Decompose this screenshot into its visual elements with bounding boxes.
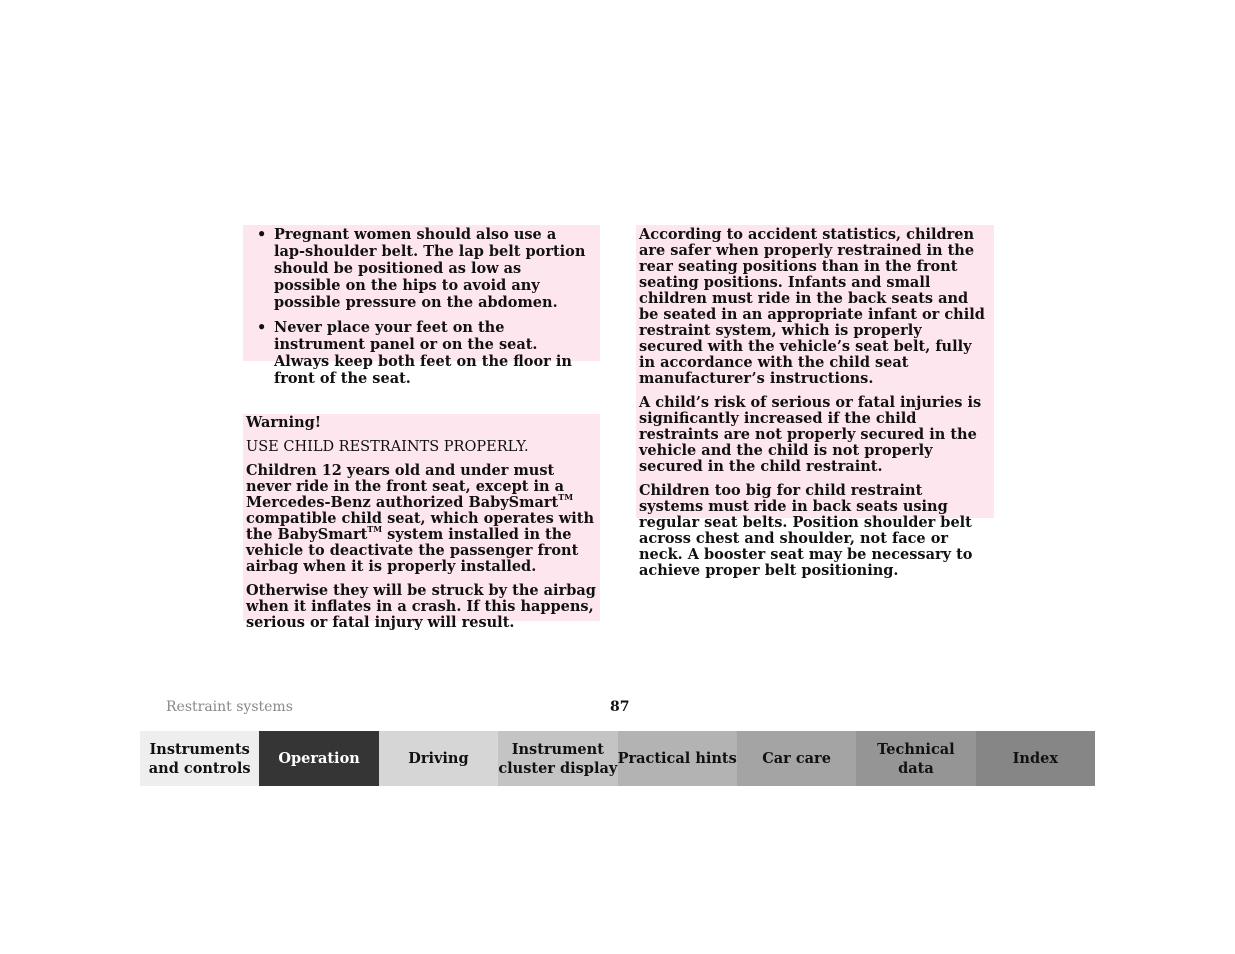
pregnancy-notes-box: [243, 225, 600, 387]
tab-instruments-and-controls[interactable]: Instruments and controls: [140, 731, 259, 786]
warning-heading: USE CHILD RESTRAINTS PROPERLY.: [246, 439, 529, 455]
info-paragraph: Children too big for child restraint systems must ride in back seats using regular seat belts. Position shoulder belt across chest and shoulder, not face or neck. A booster seat may be necessary to achieve proper belt positioning.: [639, 482, 973, 579]
warning-paragraph: Otherwise they will be struck by the airbag when it inflates in a crash. If this happens, serious or fatal injury will result.: [246, 582, 596, 631]
tab-practical-hints[interactable]: Practical hints: [618, 731, 737, 786]
bullet-text: Pregnant women should also use a lap-shoulder belt. The lap belt portion should be positioned as low as possible on the hips to avoid any possible pressure on the abdomen.: [274, 226, 586, 311]
warning-box: [243, 414, 600, 631]
tab-operation[interactable]: Operation: [259, 731, 378, 786]
warning-title: Warning!: [246, 414, 322, 431]
tab-instrument-cluster-display[interactable]: Instrument cluster display: [498, 731, 617, 786]
chapter-nav: [140, 731, 1095, 786]
info-paragraph: A child’s risk of serious or fatal injuries is significantly increased if the child restraints are not properly secured in the vehicle and the child is not properly secured in the child restraint.: [639, 394, 982, 475]
tab-driving[interactable]: Driving: [379, 731, 498, 786]
list-item: • Pregnant women should also use a lap-shoulder belt. The lap belt portion should be positioned as low as possible on the hips to avoid any possible pressure on the abdomen.: [257, 226, 586, 311]
tab-index[interactable]: Index: [976, 731, 1095, 786]
trademark-mark: TM: [367, 524, 383, 535]
page-number: 87: [610, 699, 630, 715]
section-title: Restraint systems: [166, 699, 293, 715]
trademark-mark: TM: [558, 492, 574, 503]
child-safety-box: [636, 225, 994, 579]
info-paragraph: According to accident statistics, children are safer when properly restrained in the rear seating positions than in the front seating positions. Infants and small children must ride in the back seats and be seated in an appropriate infant or child restraint system, which is properly secured with the vehicle’s seat belt, fully in accordance with the child seat manufacturer’s instructions.: [639, 226, 985, 387]
bullet-text: Never place your feet on the instrument panel or on the seat. Always keep both feet on the floor in front of the seat.: [274, 319, 572, 387]
tab-car-care[interactable]: Car care: [737, 731, 856, 786]
warning-paragraph: Children 12 years old and under must never ride in the front seat, except in a Mercedes-Benz authorized BabySmart™ compatible child seat, which operates with the BabySmart™ system installed in the vehicle to deactivate the passenger front airbag when it is properly installed.: [246, 462, 595, 575]
tab-technical-data[interactable]: Technical data: [856, 731, 975, 786]
list-item: • Never place your feet on the instrument panel or on the seat. Always keep both feet on the floor in front of the seat.: [257, 319, 572, 387]
